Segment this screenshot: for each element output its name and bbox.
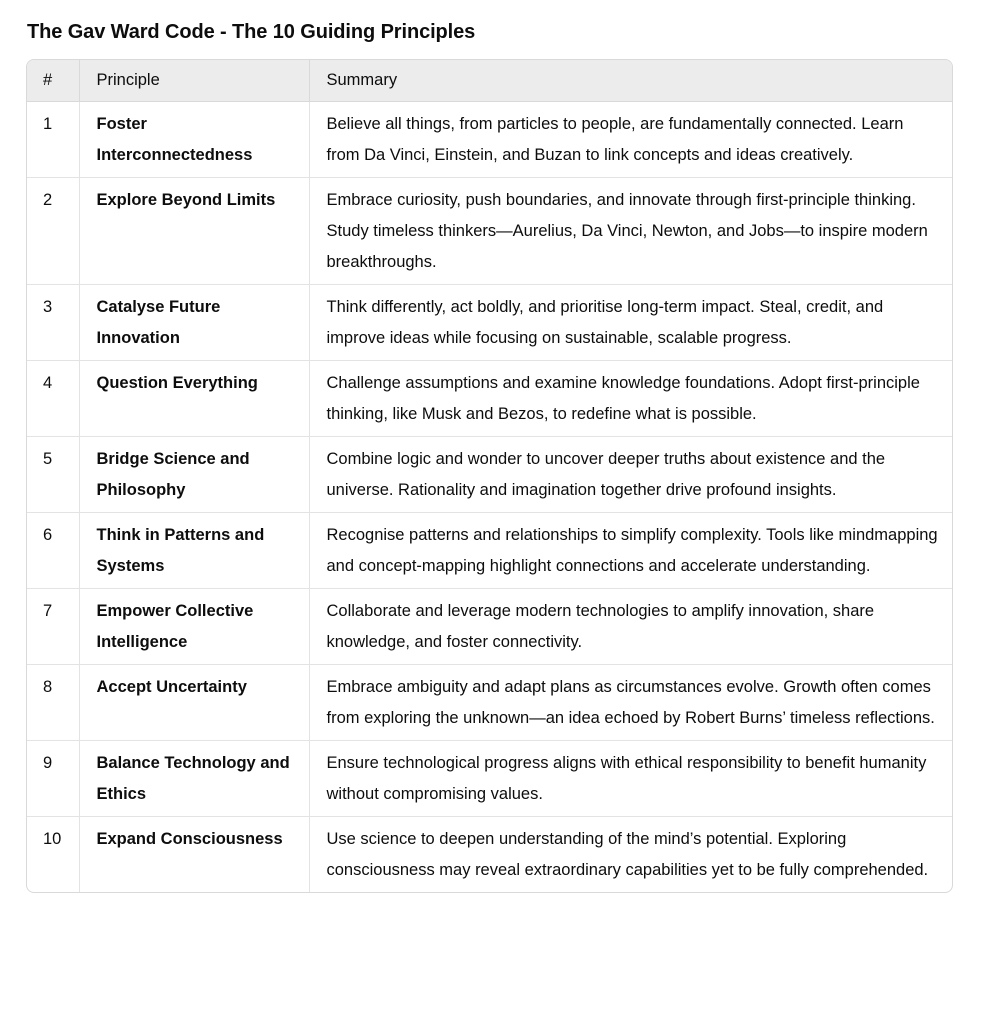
principles-table — [27, 60, 952, 892]
row-summary: Think differently, act boldly, and prioritise long-term impact. Steal, credit, and improve ideas while focusing on sustainable, scalable progress. — [309, 285, 952, 361]
table-body — [27, 102, 952, 893]
row-principle: Think in Patterns and Systems — [79, 513, 309, 589]
page-title: The Gav Ward Code - The 10 Guiding Principles — [27, 21, 476, 43]
table-row — [27, 741, 952, 817]
row-number: 4 — [27, 361, 79, 437]
row-principle: Empower Collective Intelligence — [79, 589, 309, 665]
row-principle: Expand Consciousness — [79, 817, 309, 893]
table-row — [27, 361, 952, 437]
row-summary: Ensure technological progress aligns with ethical responsibility to benefit humanity without compromising values. — [309, 741, 952, 817]
row-summary: Use science to deepen understanding of the mind’s potential. Exploring consciousness may reveal extraordinary capabilities yet to be fully comprehended. — [326, 830, 929, 879]
table-row — [27, 437, 952, 513]
row-number: 2 — [27, 178, 79, 285]
header-summary: Summary — [309, 60, 952, 102]
row-principle: Accept Uncertainty — [79, 665, 309, 741]
table-header-row — [27, 60, 952, 102]
table-header — [27, 60, 952, 102]
header-principle: Principle — [79, 60, 309, 102]
row-principle: Explore Beyond Limits — [79, 178, 309, 285]
row-principle: Balance Technology and Ethics — [79, 741, 309, 817]
table-row — [27, 665, 952, 741]
table-row — [27, 589, 952, 665]
table-row — [27, 178, 952, 285]
table-row — [27, 513, 952, 589]
row-summary: Embrace curiosity, push boundaries, and innovate through first-principle thinking. Study timeless thinkers—Aurelius, Da Vinci, Newton, and Jobs—to inspire modern breakthroughs. — [309, 178, 952, 285]
row-summary: Combine logic and wonder to uncover deeper truths about existence and the universe. Rationality and imagination together drive profound insights. — [309, 437, 952, 513]
row-number: 10 — [27, 817, 79, 893]
row-number: 7 — [27, 589, 79, 665]
row-principle: Catalyse Future Innovation — [79, 285, 309, 361]
row-summary: Collaborate and leverage modern technologies to amplify innovation, share knowledge, and foster connectivity. — [309, 589, 952, 665]
table-row — [27, 285, 952, 361]
row-principle: Foster Interconnectedness — [79, 102, 309, 178]
row-summary: Embrace ambiguity and adapt plans as circumstances evolve. Growth often comes from exploring the unknown—an idea echoed by Robert Burns’ timeless reflections. — [309, 665, 952, 741]
row-summary: Believe all things, from particles to people, are fundamentally connected. Learn from Da Vinci, Einstein, and Buzan to link concepts and ideas creatively. — [309, 102, 952, 178]
row-number: 8 — [27, 665, 79, 741]
row-principle: Question Everything — [79, 361, 309, 437]
row-principle: Bridge Science and Philosophy — [79, 437, 309, 513]
table-row — [27, 102, 952, 178]
header-number: # — [27, 60, 79, 102]
row-summary: Recognise patterns and relationships to simplify complexity. Tools like mindmapping and concept-mapping highlight connections and accelerate understanding. — [309, 513, 952, 589]
row-summary: Challenge assumptions and examine knowledge foundations. Adopt first-principle thinking, like Musk and Bezos, to redefine what is possible. — [309, 361, 952, 437]
row-number: 9 — [27, 741, 79, 817]
row-number: 6 — [27, 513, 79, 589]
principles-table-container — [26, 59, 953, 893]
row-number: 1 — [27, 102, 79, 178]
table-row — [27, 817, 952, 893]
row-number: 5 — [27, 437, 79, 513]
row-number: 3 — [27, 285, 79, 361]
